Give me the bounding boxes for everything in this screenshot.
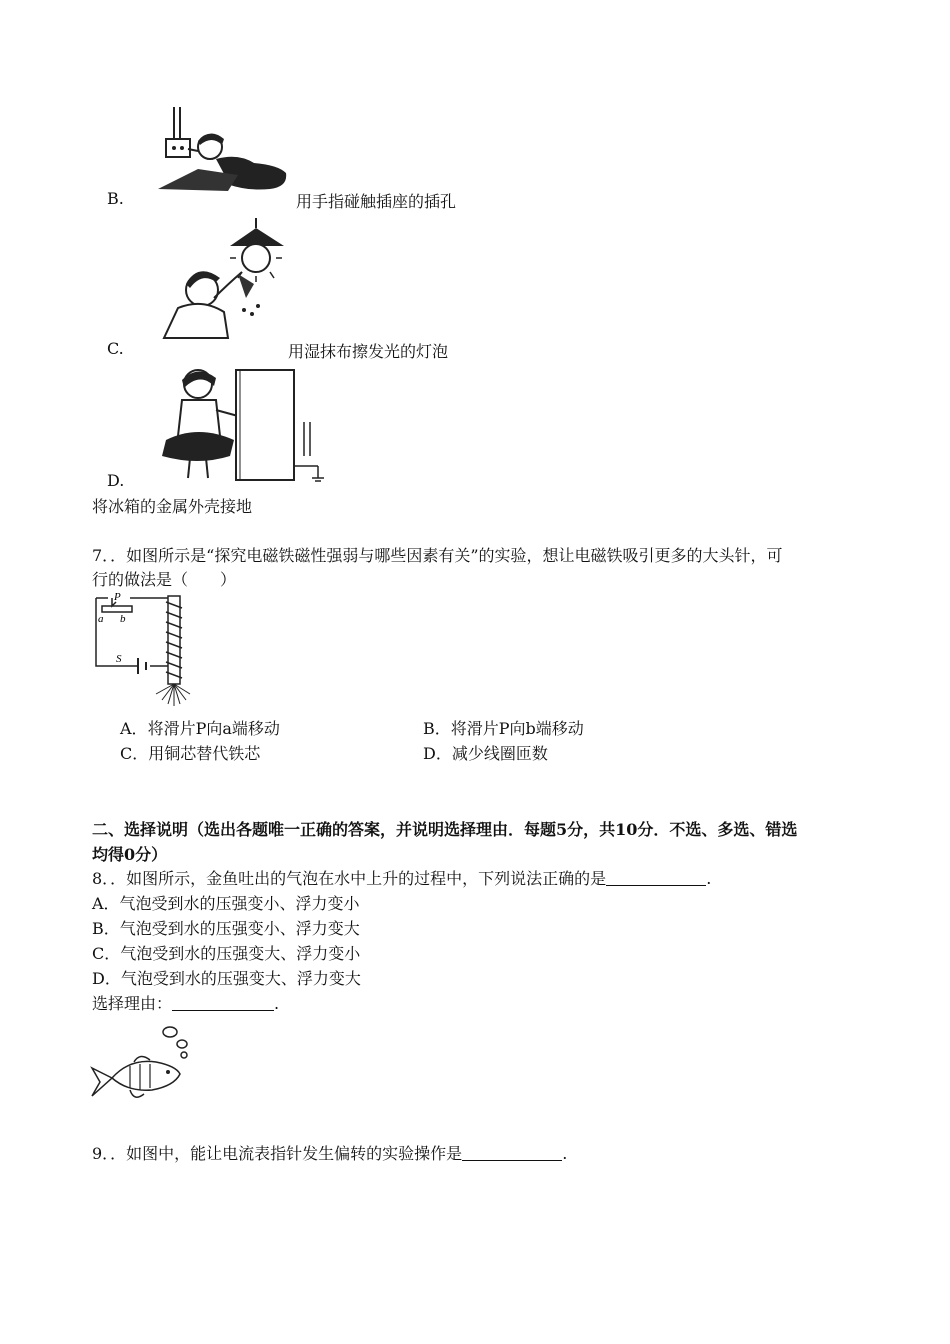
q8-answer-blank[interactable] — [606, 869, 706, 886]
q8-reason-blank[interactable] — [172, 994, 274, 1011]
q7-option-d[interactable] — [423, 741, 548, 764]
end-a-label: a — [98, 613, 104, 625]
switch-s-label: S — [116, 653, 122, 665]
q6-option-c-letter: C. — [107, 339, 124, 358]
goldfish-bubbles-illustration — [90, 1024, 200, 1108]
q7-stem-line-2: 行的做法是（ ） — [92, 570, 237, 589]
q7-option-a[interactable] — [120, 716, 280, 739]
q9-stem-text: 9．．如图中，能让电流表指针发生偏转的实验操作是 — [92, 1144, 463, 1163]
q7-option-d-letter: D． — [423, 744, 452, 763]
q7-option-c[interactable] — [120, 741, 260, 764]
q7-option-b[interactable] — [423, 716, 584, 739]
q8-reason-end: . — [274, 994, 280, 1013]
slider-p-label: P — [114, 591, 121, 603]
fridge-grounding-illustration — [158, 366, 328, 486]
q7-option-b-letter: B． — [423, 719, 451, 738]
q8-option-d[interactable]: D．气泡受到水的压强变大、浮力变大 — [92, 969, 361, 988]
socket-touch-illustration — [158, 105, 290, 193]
section-2-heading-line-1: 二、选择说明（选出各题唯一正确的答案，并说明选择理由．每题5分，共10分．不选、多选、错选 — [92, 820, 798, 839]
q8-stem-text: 8．．如图所示，金鱼吐出的气泡在水中上升的过程中，下列说法正确的是 — [92, 869, 607, 888]
q6-option-d-caption: 将冰箱的金属外壳接地 — [92, 497, 253, 516]
electromagnet-circuit-diagram — [90, 590, 200, 710]
q8-stem — [92, 866, 711, 889]
q7-option-b-text: 将滑片P向b端移动 — [450, 719, 584, 738]
q8-option-b[interactable]: B．气泡受到水的压强变小、浮力变大 — [92, 919, 360, 938]
q9-stem — [92, 1141, 567, 1164]
q8-stem-end: . — [706, 869, 712, 888]
q7-option-c-letter: C． — [120, 744, 149, 763]
end-b-label: b — [120, 613, 126, 625]
q7-option-a-text: 将滑片P向a端移动 — [147, 719, 280, 738]
q8-option-c[interactable]: C．气泡受到水的压强变大、浮力变小 — [92, 944, 361, 963]
q6-option-c-caption: 用湿抹布擦发光的灯泡 — [288, 342, 449, 361]
wet-cloth-bulb-illustration — [158, 218, 298, 342]
q8-reason — [92, 991, 279, 1014]
q6-option-d-letter: D. — [107, 471, 125, 490]
q7-stem-line-1: 7．．如图所示是“探究电磁铁磁性强弱与哪些因素有关”的实验，想让电磁铁吸引更多的大头针，可 — [92, 546, 783, 565]
q7-option-d-text: 减少线圈匝数 — [451, 744, 548, 763]
section-2-heading-line-2: 均得0分） — [92, 845, 168, 864]
q7-option-a-letter: A． — [120, 719, 148, 738]
q9-stem-end: . — [562, 1144, 568, 1163]
q6-option-b-caption: 用手指碰触插座的插孔 — [296, 192, 457, 211]
q7-option-c-text: 用铜芯替代铁芯 — [148, 744, 261, 763]
q9-answer-blank[interactable] — [462, 1144, 562, 1161]
q6-option-b-letter: B. — [107, 189, 124, 208]
q8-reason-label: 选择理由： — [92, 994, 173, 1013]
q8-option-a[interactable]: A．气泡受到水的压强变小、浮力变小 — [92, 894, 360, 913]
